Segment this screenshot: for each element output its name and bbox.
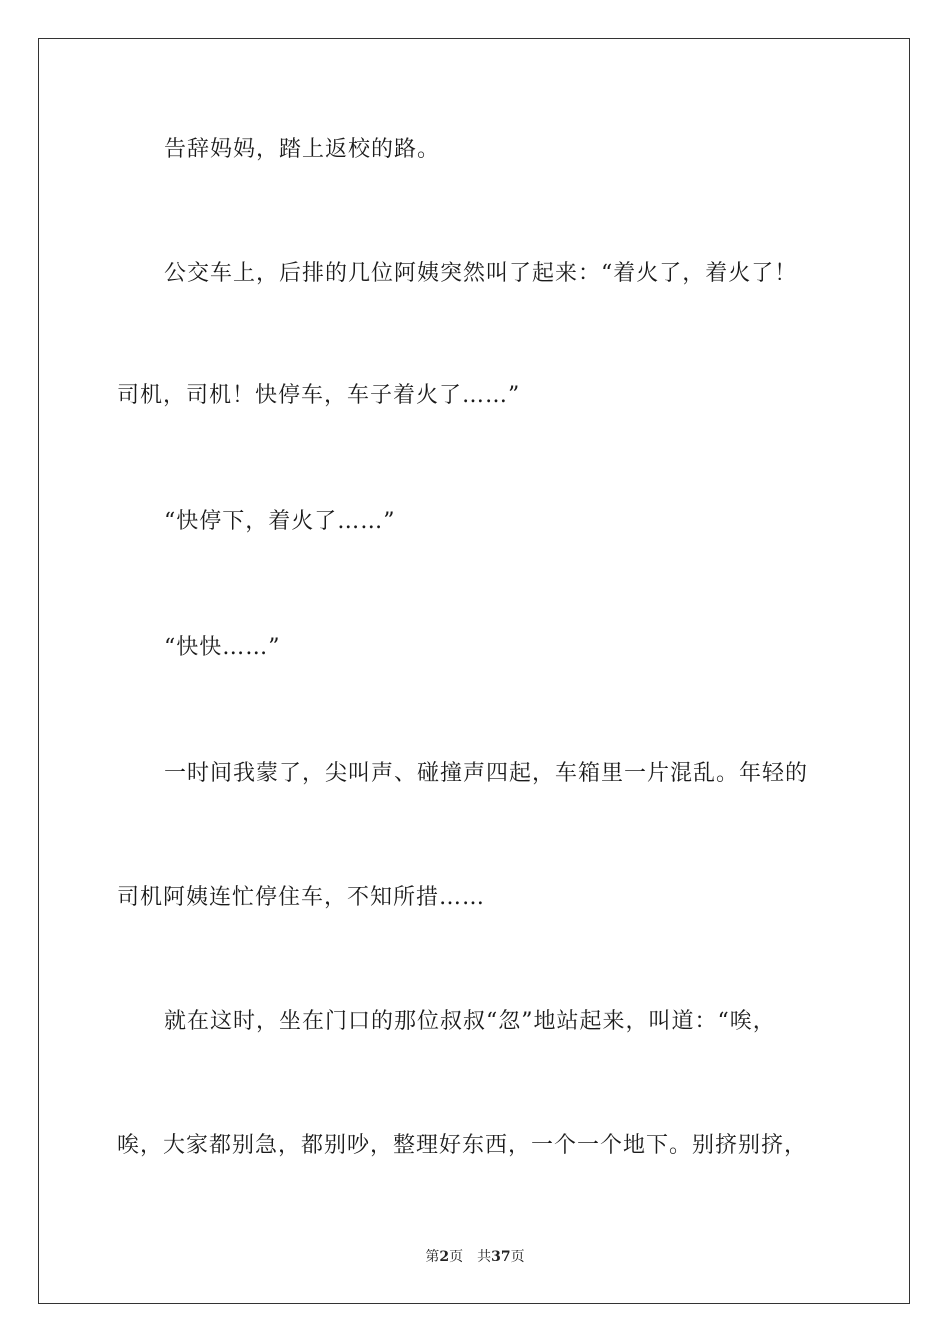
- paragraph-line-6: 一时间我蒙了，尖叫声、碰撞声四起，车箱里一片混乱。年轻的: [164, 761, 809, 786]
- page-footer: [0, 1248, 950, 1266]
- paragraph-line-5: “快快……”: [164, 635, 281, 660]
- paragraph-line-2: 公交车上，后排的几位阿姨突然叫了起来：“着火了，着火了！: [164, 261, 798, 286]
- paragraph-line-3: 司机，司机！快停车，车子着火了……”: [117, 383, 521, 408]
- total-suffix: 页: [510, 1249, 525, 1265]
- paragraph-line-4: “快停下，着火了……”: [164, 509, 396, 534]
- page-border: [38, 38, 910, 1304]
- page-prefix: 第: [425, 1249, 440, 1265]
- page-number: 2: [439, 1249, 450, 1265]
- paragraph-line-7: 司机阿姨连忙停住车，不知所措……: [117, 885, 486, 910]
- paragraph-line-8: 就在这时，坐在门口的那位叔叔“忽”地站起来，叫道：“唉，: [164, 1009, 776, 1034]
- paragraph-line-1: 告辞妈妈，踏上返校的路。: [164, 137, 441, 162]
- paragraph-line-9: 唉，大家都别急，都别吵，整理好东西，一个一个地下。别挤别挤，: [117, 1133, 808, 1158]
- total-pages: 37: [491, 1249, 511, 1265]
- total-prefix: 共: [477, 1249, 492, 1265]
- page-suffix: 页: [449, 1249, 464, 1265]
